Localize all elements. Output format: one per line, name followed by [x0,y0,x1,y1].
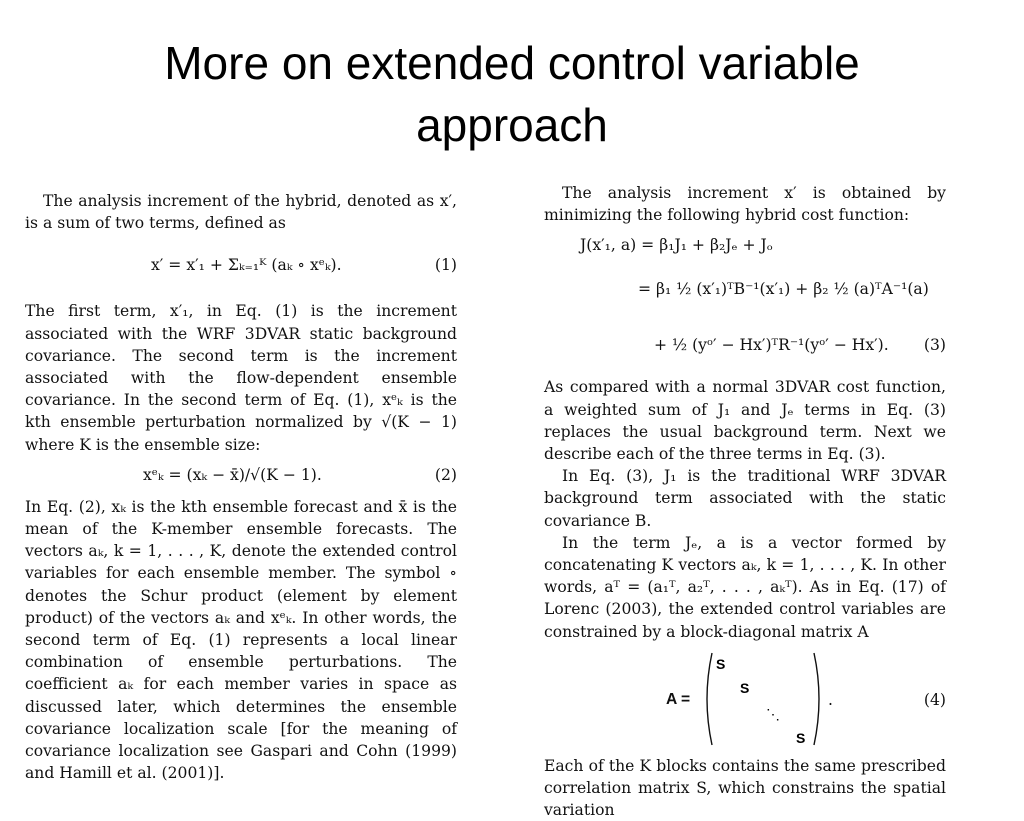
equation-4-period: . [828,690,833,709]
equation-3-line1: J(x′₁, a) = β₁J₁ + β₂Jₑ + Jₒ [580,236,773,255]
equation-2-body: xᵉₖ = (xₖ − x̄)/√(K − 1). [143,465,322,484]
block-diagonal-matrix [700,649,830,749]
matrix-entry-2: S [740,679,750,696]
slide-title-line2: approach [416,99,608,151]
equation-4-number: (4) [923,690,946,709]
right-paragraph-4: In the term Jₑ, a is a vector formed by concatenating K vectors aₖ, k = 1, . . . , K. In other words, aᵀ = (a₁ᵀ, a₂ᵀ, . . . , aₖᵀ). As in Eq. (17) of Lorenc (2003), the extended control variables are constrained by a block-diagonal matrix A [544,533,946,641]
slide-title [0,32,1024,156]
left-paragraph-1: The analysis increment of the hybrid, denoted as x′, is a sum of two terms, defined as [25,192,457,233]
right-paragraph-5: Each of the K blocks contains the same prescribed correlation matrix S, which constrains the spatial variation [544,756,946,820]
equation-4-lhs: A = [666,690,691,708]
right-paragraph-3: In Eq. (3), J₁ is the traditional WRF 3DVAR background term associated with the static covariance B. [544,467,946,530]
matrix-left-bracket [707,653,712,745]
equation-1-body: x′ = x′₁ + Σₖ₌₁ᴷ (aₖ ∘ xᵉₖ). [151,256,342,275]
left-paragraph-3: In Eq. (2), xₖ is the kth ensemble forecast and x̄ is the mean of the K-member ensemble forecasts. The vectors aₖ, k = 1, . . . , K, denote the extended control variables for each ensemble member. The symbol ∘ denotes the Schur product (element by element product) of the vectors aₖ and xᵉₖ. In other words, the second term of Eq. (1) represents a local linear combination of ensemble perturbations. The coefficient aₖ for each member varies in space as discussed later, which determines the ensemble covariance localization scale [for the meaning of covariance localization see Gaspari and Cohn (1999) and Hamill et al. (2001)]. [25,497,457,783]
equation-3-number: (3) [923,336,946,355]
left-paragraph-2: The first term, x′₁, in Eq. (1) is the increment associated with the WRF 3DVAR static background covariance. The second term is the increment associated with the flow-dependent ensemble covariance. In the second term of Eq. (1), xᵉₖ is the kth ensemble perturbation normalized by √(K − 1) where K is the ensemble size: [25,302,457,454]
matrix-entry-k: S [796,729,806,746]
right-paragraph-2: As compared with a normal 3DVAR cost function, a weighted sum of J₁ and Jₑ terms in Eq. (3) replaces the usual background term. Next we describe each of the three terms in Eq. (3). [544,378,946,464]
left-column [25,190,457,784]
equation-3-line3: + ½ (yᵒ′ − Hx′)ᵀR⁻¹(yᵒ′ − Hx′). [654,336,889,355]
matrix-entry-1: S [716,655,726,672]
equation-1-number: (1) [434,256,457,275]
equation-4 [544,643,946,755]
equation-3-line2: = β₁ ½ (x′₁)ᵀB⁻¹(x′₁) + β₂ ½ (a)ᵀA⁻¹(a) [638,280,929,299]
equation-2 [25,456,457,496]
equation-2-number: (2) [434,465,457,484]
slide-title-line1: More on extended control variable [164,37,860,89]
equation-3 [544,226,946,376]
right-column [544,182,946,821]
matrix-right-bracket [814,653,819,745]
equation-1 [25,234,457,300]
matrix-diagonal-dots: ⋱ [766,706,780,723]
right-paragraph-1: The analysis increment x′ is obtained by minimizing the following hybrid cost function: [544,184,946,225]
